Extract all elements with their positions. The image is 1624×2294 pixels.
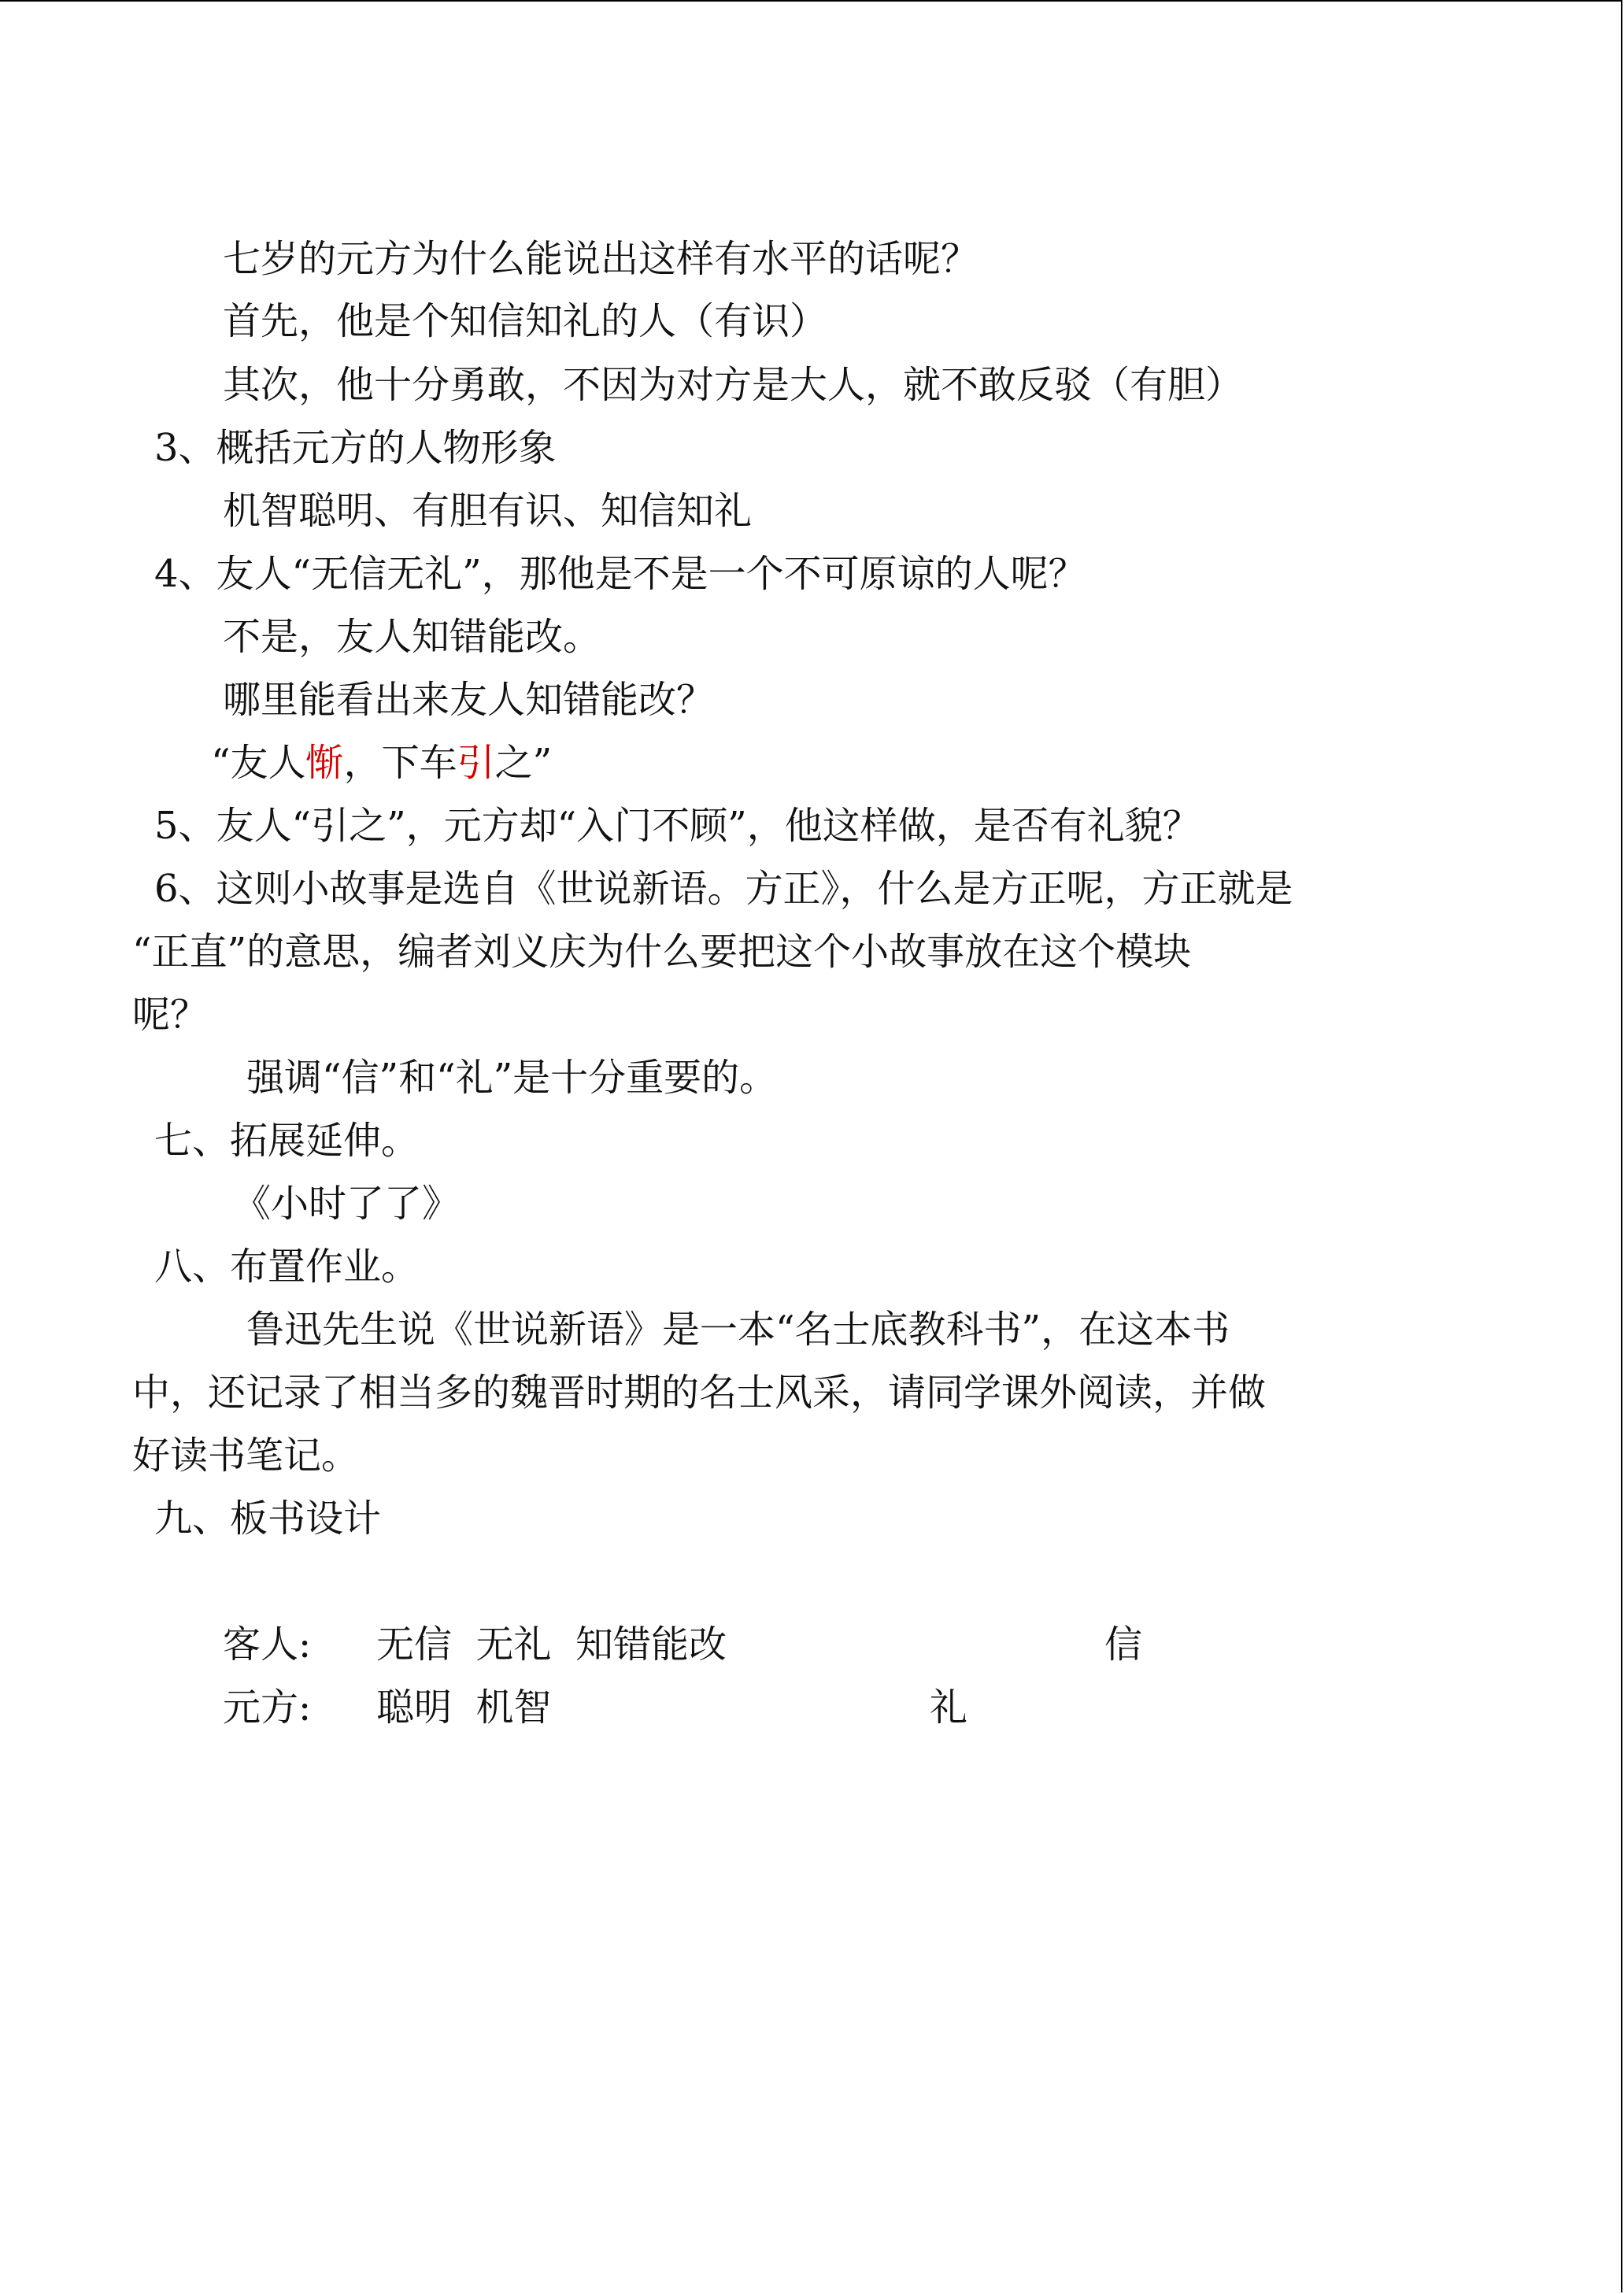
- paragraph-line: 强调“信”和“礼”是十分重要的。: [246, 1056, 778, 1100]
- quote-text: 之”: [494, 741, 553, 785]
- paragraph-line: 中，还记录了相当多的魏晋时期的名士风采，请同学课外阅读，并做: [132, 1371, 1267, 1415]
- board-label-guest: 客人:: [223, 1622, 312, 1667]
- highlight-char: 引: [457, 741, 495, 785]
- quote-line: [211, 739, 552, 786]
- board-traits-guest: 无信 无礼 知错能改: [376, 1622, 727, 1667]
- paragraph-line: 好读书笔记。: [132, 1434, 360, 1478]
- paragraph-line: 不是，友人知错能改。: [223, 615, 601, 659]
- quote-text: ，下车: [343, 741, 457, 785]
- highlight-char: 惭: [305, 741, 344, 785]
- board-label-yuanfang: 元方:: [223, 1685, 312, 1730]
- paragraph-line: 哪里能看出来友人知错能改？: [223, 678, 715, 722]
- paragraph-line: 呢？: [132, 993, 209, 1037]
- numbered-item: 6、这则小故事是选自《世说新语。方正》，什么是方正呢，方正就是: [154, 867, 1293, 911]
- numbered-item: 5、友人“引之”，元方却“入门不顾”，他这样做，是否有礼貌？: [154, 804, 1200, 848]
- section-heading: 八、布置作业。: [154, 1245, 420, 1289]
- numbered-item: 3、概括元方的人物形象: [154, 426, 557, 470]
- paragraph-line: 其次，他十分勇敢，不因为对方是大人，就不敢反驳（有胆）: [223, 363, 1244, 407]
- paragraph-line: 七岁的元方为什么能说出这样有水平的话呢？: [223, 237, 979, 281]
- section-heading: 七、拓展延伸。: [154, 1119, 420, 1163]
- paragraph-line: 首先，他是个知信知礼的人（有识）: [223, 299, 828, 343]
- paragraph-line: 《小时了了》: [233, 1182, 461, 1226]
- board-keyword-xin: 信: [1104, 1622, 1143, 1667]
- numbered-item: 4、友人“无信无礼”，那他是不是一个不可原谅的人呢？: [154, 552, 1086, 596]
- paragraph-line: “正直”的意思，编者刘义庆为什么要把这个小故事放在这个模块: [132, 930, 1192, 974]
- quote-text: “友人: [211, 741, 306, 785]
- section-heading: 九、板书设计: [154, 1497, 382, 1541]
- board-keyword-li: 礼: [930, 1685, 968, 1730]
- paragraph-line: 机智聪明、有胆有识、知信知礼: [223, 489, 753, 533]
- paragraph-line: 鲁迅先生说《世说新语》是一本“名士底教科书”，在这本书: [246, 1308, 1230, 1352]
- board-traits-yuanfang: 聪明 机智: [376, 1685, 552, 1730]
